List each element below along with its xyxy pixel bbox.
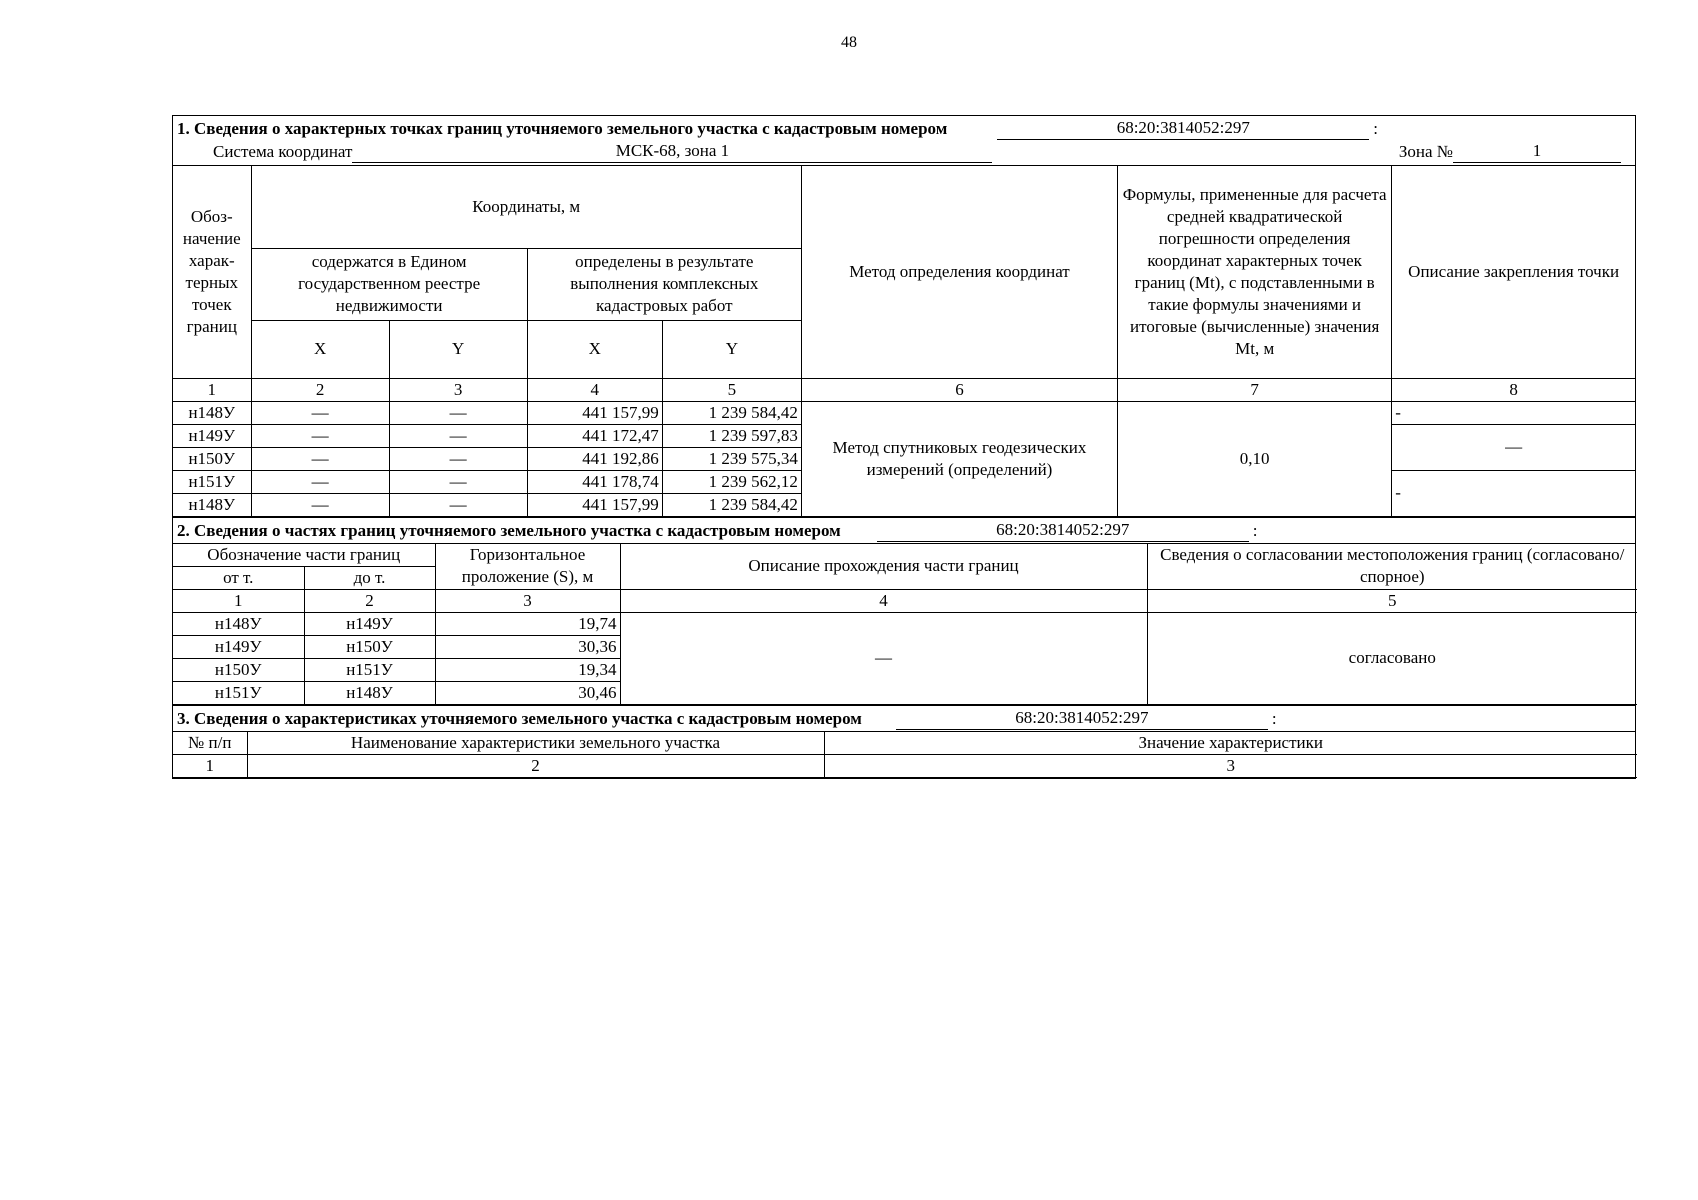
col-number: 2: [304, 589, 435, 612]
y-egrn: —: [389, 401, 527, 424]
header-part-designation: Обозначение части границ: [173, 544, 435, 567]
zone-label: Зона №: [1398, 142, 1453, 161]
fixing-value: -: [1392, 401, 1635, 424]
fixing-value: —: [1392, 424, 1635, 470]
y-egrn: —: [389, 424, 527, 447]
header-complex: определены в результате выполнения комплексных кадастровых работ: [527, 248, 801, 320]
header-x: X: [527, 320, 662, 378]
to-point: н148У: [304, 681, 435, 704]
from-point: н149У: [173, 635, 304, 658]
to-point: н151У: [304, 658, 435, 681]
header-from: от т.: [173, 566, 304, 589]
section3-title: 3. Сведения о характеристиках уточняемого земельного участка с кадастровым номером: [177, 708, 862, 728]
point-id: н150У: [173, 447, 251, 470]
section2-title: 2. Сведения о частях границ уточняемого земельного участка с кадастровым номером: [177, 520, 841, 540]
header-value: Значение характеристики: [824, 732, 1637, 755]
section1-header: [173, 116, 1635, 166]
fixing-value: -: [1392, 470, 1635, 516]
header-designation: Обоз-начение харак-терных точек границ: [173, 166, 251, 378]
x-egrn: —: [251, 424, 389, 447]
y-value: 1 239 584,42: [662, 493, 801, 516]
point-id: н151У: [173, 470, 251, 493]
section2-table: [173, 544, 1637, 705]
x-value: 441 157,99: [527, 493, 662, 516]
x-value: 441 178,74: [527, 470, 662, 493]
col-number: 4: [620, 589, 1147, 612]
section1-colon: :: [1373, 119, 1379, 138]
col-number: 3: [824, 754, 1637, 777]
distance-value: 30,36: [435, 635, 620, 658]
x-egrn: —: [251, 470, 389, 493]
point-id: н148У: [173, 493, 251, 516]
zone-value: 1: [1453, 140, 1621, 163]
header-y-egrn: Y: [389, 320, 527, 378]
distance-value: 19,34: [435, 658, 620, 681]
y-egrn: —: [389, 470, 527, 493]
from-point: н148У: [173, 612, 304, 635]
col-number: 5: [662, 378, 801, 401]
header-coordinates: Координаты, м: [251, 166, 801, 248]
y-value: 1 239 584,42: [662, 401, 801, 424]
table-row: [173, 612, 1637, 635]
x-value: 441 192,86: [527, 447, 662, 470]
col-number: 6: [801, 378, 1117, 401]
col-number: 5: [1147, 589, 1637, 612]
mt-value: 0,10: [1118, 401, 1392, 516]
y-egrn: —: [389, 493, 527, 516]
document-sheet: [172, 115, 1636, 779]
point-id: н149У: [173, 424, 251, 447]
header-egrn: содержатся в Едином государственном реестре недвижимости: [251, 248, 527, 320]
header-y: Y: [662, 320, 801, 378]
header-formulas: Формулы, примененные для расчета средней квадратической погрешности определения координат характерных точек границ (Mt), с подставленными в такие формулы значениями и итоговые (вычисленные) значения Mt, м: [1118, 166, 1392, 378]
y-value: 1 239 562,12: [662, 470, 801, 493]
description-value: —: [620, 612, 1147, 704]
coord-system-value: МСК-68, зона 1: [352, 140, 992, 163]
x-egrn: —: [251, 447, 389, 470]
col-number: 1: [173, 378, 251, 401]
table-row: [173, 401, 1635, 424]
x-value: 441 172,47: [527, 424, 662, 447]
header-fixing: Описание закрепления точки: [1392, 166, 1635, 378]
section1-cadastral-number: 68:20:3814052:297: [997, 117, 1369, 140]
from-point: н151У: [173, 681, 304, 704]
section2-colon: :: [1252, 520, 1258, 540]
header-description: Описание прохождения части границ: [620, 544, 1147, 590]
x-egrn: —: [251, 493, 389, 516]
distance-value: 19,74: [435, 612, 620, 635]
col-number: 2: [251, 378, 389, 401]
section2-header: [173, 517, 1635, 544]
page-number: 48: [841, 34, 857, 51]
section1-title: 1. Сведения о характерных точках границ уточняемого земельного участка с кадастровым номером: [177, 119, 948, 138]
y-value: 1 239 575,34: [662, 447, 801, 470]
header-x-egrn: X: [251, 320, 389, 378]
distance-value: 30,46: [435, 681, 620, 704]
col-number: 1: [173, 589, 304, 612]
col-number: 1: [173, 754, 247, 777]
agreement-value: согласовано: [1147, 612, 1637, 704]
section3-header: [173, 705, 1635, 732]
from-point: н150У: [173, 658, 304, 681]
y-egrn: —: [389, 447, 527, 470]
point-id: н148У: [173, 401, 251, 424]
section2-cadastral-number: 68:20:3814052:297: [877, 519, 1249, 542]
header-horizontal: Горизонтальное проложение (S), м: [435, 544, 620, 590]
section3-colon: :: [1271, 708, 1277, 728]
col-number: 3: [435, 589, 620, 612]
header-no: № п/п: [173, 732, 247, 755]
header-method: Метод определения координат: [801, 166, 1117, 378]
section3-cadastral-number: 68:20:3814052:297: [896, 707, 1268, 730]
section3-table: [173, 732, 1637, 778]
col-number: 8: [1392, 378, 1635, 401]
col-number: 7: [1118, 378, 1392, 401]
to-point: н150У: [304, 635, 435, 658]
col-number: 4: [527, 378, 662, 401]
header-to: до т.: [304, 566, 435, 589]
col-number: 3: [389, 378, 527, 401]
col-number: 2: [247, 754, 824, 777]
method-value: Метод спутниковых геодезических измерений (определений): [801, 401, 1117, 516]
section1-table: [173, 166, 1635, 517]
y-value: 1 239 597,83: [662, 424, 801, 447]
to-point: н149У: [304, 612, 435, 635]
header-agreement: Сведения о согласовании местоположения границ (согласовано/спорное): [1147, 544, 1637, 590]
x-egrn: —: [251, 401, 389, 424]
coord-system-label: Система координат: [213, 142, 353, 161]
header-name: Наименование характеристики земельного участка: [247, 732, 824, 755]
x-value: 441 157,99: [527, 401, 662, 424]
